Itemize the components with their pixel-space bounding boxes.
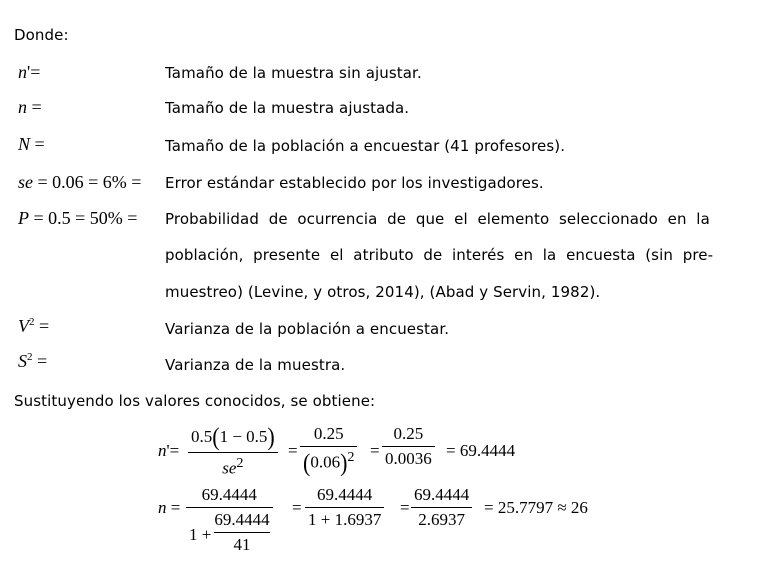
formula1-fraction-2 (300, 424, 357, 476)
definition-n: Tamaño de la muestra ajustada. (165, 99, 410, 117)
formula2-result: = 25.7797 ≈ 26 (484, 498, 588, 517)
definition-P-line-2: población, presente el atributo de interés en la encuesta (sin pre- (165, 246, 714, 264)
symbol-S2: $S^2$ = (18, 351, 48, 371)
formula2-eq-2: = (400, 498, 410, 517)
formula1-frac1-num: 0.5(1 − 0.5) (191, 422, 275, 451)
formula2-frac1-den (186, 510, 273, 555)
formula2-eq-1: = (292, 498, 302, 517)
definition-S2: Varianza de la muestra. (165, 356, 346, 374)
formula2-inner-fraction (214, 510, 269, 555)
formula2-frac2-num: 69.4444 (317, 485, 373, 504)
formula1-eq-1: = (288, 441, 298, 460)
formula2-inner-den: 41 (233, 535, 251, 554)
symbol-n: n = (18, 97, 42, 117)
formula1-frac3-den: 0.0036 (385, 449, 432, 468)
formula1-lhs: n'= (158, 441, 180, 460)
formula1-frac2-num: 0.25 (313, 424, 344, 443)
formula2-fraction-3 (411, 485, 472, 530)
symbol-V2: $V^2$ = (18, 316, 50, 336)
formula1-fraction-3 (382, 424, 435, 469)
definition-se: Error estándar establecido por los investigadores. (165, 174, 544, 192)
definition-N: Tamaño de la población a encuestar (41 profesores). (165, 137, 566, 155)
symbol-P: P = 0.5 = 50% = (18, 208, 138, 228)
symbol-n-prime: n'= (18, 62, 41, 82)
formula2-fraction-2 (305, 485, 384, 530)
formula1-frac3-num: 0.25 (393, 424, 424, 443)
symbol-N: N = (18, 134, 45, 154)
definition-V2: Varianza de la población a encuestar. (165, 320, 450, 338)
substitution-intro: Sustituyendo los valores conocidos, se obtiene: (14, 392, 376, 410)
formula2-fraction-1 (186, 485, 273, 555)
intro-text: Donde: (14, 26, 69, 44)
formula2-frac1-num: 69.4444 (201, 485, 257, 504)
formula1-frac2-den: $(0.06)^2$ (303, 447, 355, 477)
formula2-lhs: n = (158, 498, 181, 517)
formula1-eq-2: = (370, 441, 380, 460)
formula2-frac3-num: 69.4444 (414, 485, 470, 504)
formula2-frac2-den: 1 + 1.6937 (308, 510, 382, 529)
symbol-se: se = 0.06 = 6% = (18, 172, 142, 192)
formula1-result: = 69.4444 (446, 441, 516, 460)
formula2-frac1-den-prefix: 1 + (189, 524, 212, 544)
formula1-fraction-1 (188, 424, 278, 479)
definition-P-line-1: Probabilidad de ocurrencia de que el elemento seleccionado en la (165, 210, 710, 228)
formula2-inner-num: 69.4444 (214, 510, 270, 529)
formula2-frac3-den: 2.6937 (418, 510, 465, 529)
formula1-frac1-den: $se^2$ (222, 455, 244, 478)
definition-P-line-3: muestreo) (Levine, y otros, 2014), (Abad y Servin, 1982). (165, 283, 601, 301)
definition-n-prime: Tamaño de la muestra sin ajustar. (165, 64, 422, 82)
